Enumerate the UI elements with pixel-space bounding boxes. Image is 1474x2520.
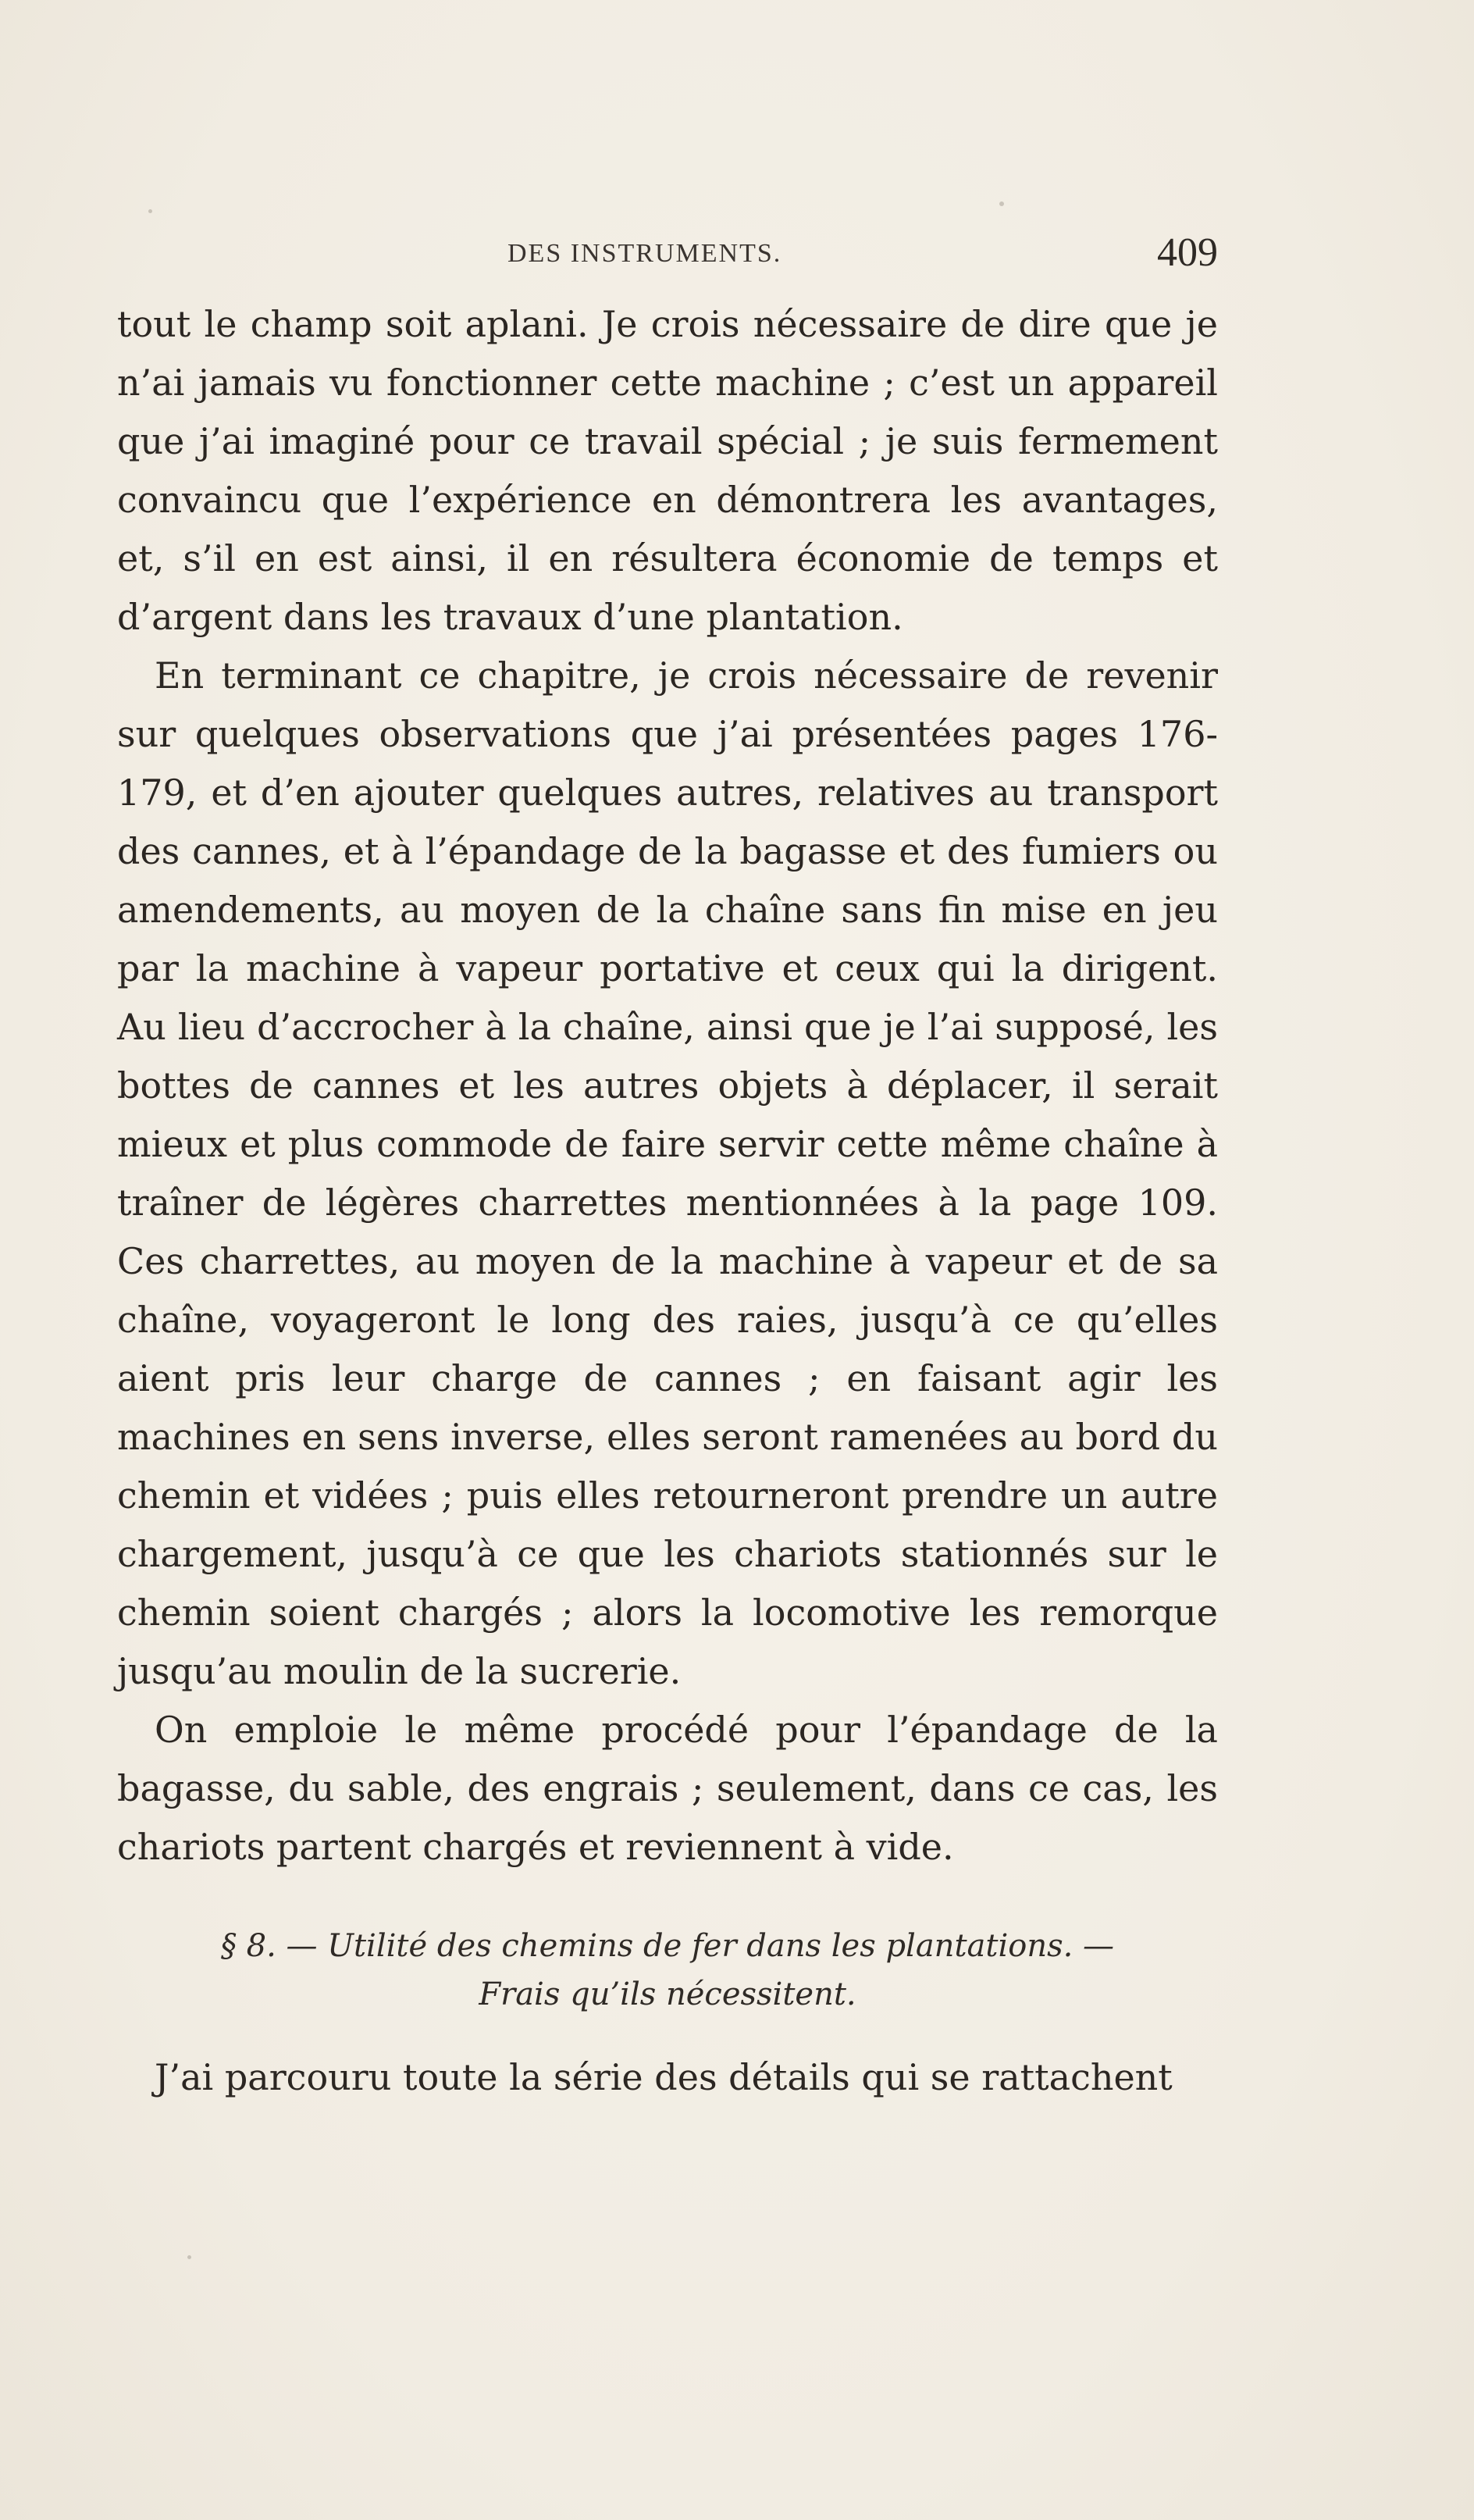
- paragraph-spreading: On emploie le même procédé pour l’épandage de la bagasse, du sable, des engrais ; seulement, dans ce cas, les chariots partent chargés et reviennent à vide.: [117, 1709, 1218, 1868]
- section-heading-line-1: § 8. — Utilité des chemins de fer dans les plantations. —: [220, 1928, 1115, 1964]
- page-header: [117, 230, 1218, 281]
- paragraph-chain-transport: En terminant ce chapitre, je crois nécessaire de revenir sur quelques observations que j’ai présentées pages 176-179, et d’en ajouter quelques autres, relatives au transport des cannes, et à l’épandage de la bagasse et des fumiers ou amendements, au moyen de la chaîne sans fin mise en jeu par la machine à vapeur portative et ceux qui la dirigent. Au lieu d’accrocher à la chaîne, ainsi que je l’ai supposé, les bottes de cannes et les autres objets à déplacer, il serait mieux et plus commode de faire servir cette même chaîne à traîner de légères charrettes mentionnées à la page 109. Ces charrettes, au moyen de la machine à vapeur et de sa chaîne, voyageront le long des raies, jusqu’à ce qu’elles aient pris leur charge de cannes ; en faisant agir les machines en sens inverse, elles seront ramenées au bord du chemin et vidées ; puis elles retourneront prendre un autre chargement, jusqu’à ce que les chariots stationnés sur le chemin soient chargés ; alors la locomotive les remorque jusqu’au moulin de la sucrerie.: [117, 654, 1218, 1692]
- running-title: DES INSTRUMENTS.: [507, 239, 782, 268]
- section-heading-line-2: Frais qu’ils nécessitent.: [479, 1976, 856, 2012]
- paragraph-continuation: tout le champ soit aplani. Je crois nécessaire de dire que je n’ai jamais vu fonctionner cette machine ; c’est un appareil que j’ai imaginé pour ce travail spécial ; je suis fermement convaincu que l’expérience en démontrera les avantages, et, s’il en est ainsi, il en résultera économie de temps et d’argent dans les travaux d’une plantation.: [117, 303, 1218, 638]
- section-heading: [117, 1922, 1218, 2019]
- paragraph-final: J’ai parcouru toute la série des détails qui se rattachent: [155, 2056, 1173, 2098]
- page-number: 409: [1157, 230, 1218, 275]
- body-text: [117, 295, 1218, 2107]
- paper-speck: [999, 201, 1004, 206]
- paper-speck: [148, 209, 152, 213]
- paper-speck: [187, 2255, 191, 2259]
